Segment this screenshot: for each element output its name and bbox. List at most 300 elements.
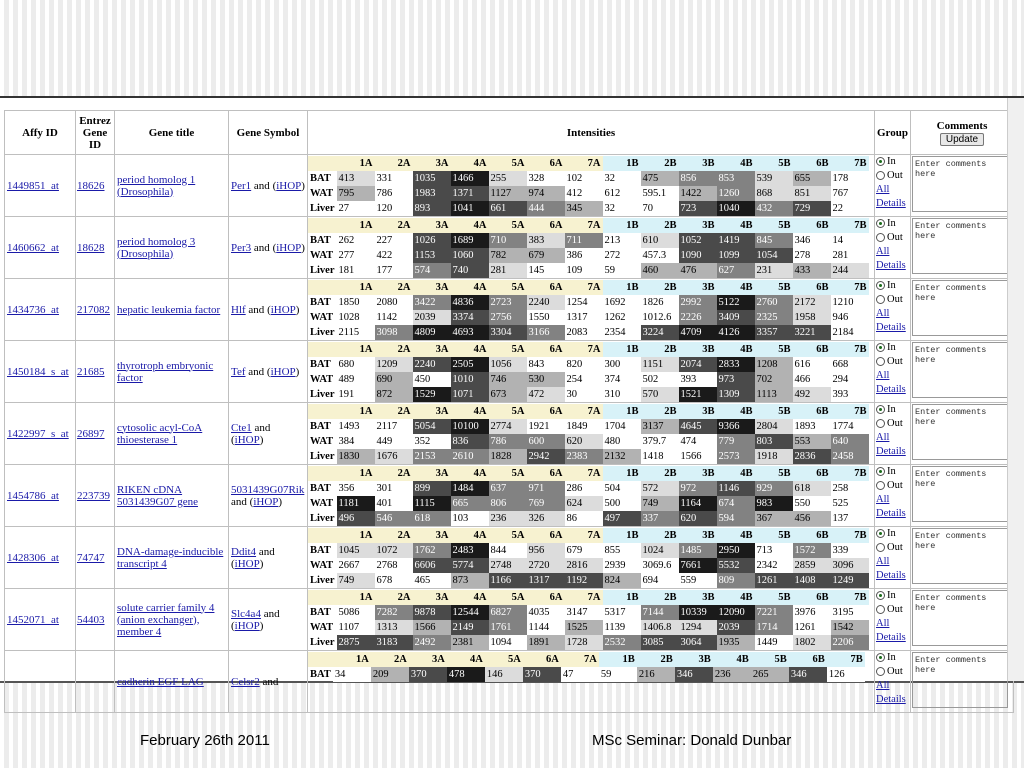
gene-symbol-link[interactable]: Per3 [231, 241, 252, 254]
intensity-value: 539 [755, 171, 793, 186]
radio-in-icon[interactable] [876, 467, 885, 476]
group-details-row [876, 383, 909, 397]
col-label-a: 5A [489, 156, 527, 171]
group-out-option[interactable] [876, 293, 909, 307]
gene-symbol-link[interactable]: Celsr2 [231, 675, 260, 688]
intensity-value: 665 [451, 496, 489, 511]
gene-symbol-cell: Per1 and (iHOP) [229, 155, 308, 217]
ihop-link[interactable]: iHOP [276, 179, 302, 192]
gene-title-link[interactable]: hepatic leukemia factor [117, 303, 221, 316]
intensity-value: 265 [751, 667, 789, 682]
col-label-a: 1A [337, 342, 375, 357]
intensity-value: 277 [337, 248, 375, 263]
entrez-id-link[interactable]: 26897 [77, 427, 105, 440]
entrez-id-link[interactable]: 21685 [77, 365, 105, 378]
gene-title-link[interactable]: period homolog 1 (Drosophila) [117, 173, 196, 198]
gene-title-link[interactable]: DNA-damage-inducible transcript 4 [117, 545, 224, 570]
ihop-link[interactable]: iHOP [270, 365, 296, 378]
col-label-a: 4A [451, 466, 489, 481]
header-intensities: Intensities [308, 111, 875, 155]
ihop-link[interactable]: iHOP [234, 619, 260, 632]
affy-id-cell [5, 589, 76, 651]
intensity-value: 331 [375, 171, 413, 186]
intensity-value: 610 [641, 233, 679, 248]
intensity-header-row [308, 156, 869, 171]
details-link[interactable]: Details [876, 632, 906, 643]
comment-textarea[interactable]: Enter comments here [912, 342, 1008, 398]
col-label-a: 4A [451, 342, 489, 357]
gene-symbol-and: and [263, 607, 280, 620]
intensity-value: 856 [679, 171, 717, 186]
group-out-option[interactable] [876, 417, 909, 431]
intensity-value: 1115 [413, 496, 451, 511]
tissue-label: WAT [310, 560, 334, 571]
col-label-a: 2A [375, 528, 413, 543]
intensity-value: 1774 [831, 419, 869, 434]
intensity-row [308, 605, 869, 620]
details-link[interactable]: Details [876, 260, 906, 271]
row-label-spacer [308, 590, 337, 605]
intensity-value: 1052 [679, 233, 717, 248]
group-out-label: Out [887, 294, 903, 305]
intensity-value: 231 [755, 263, 793, 278]
intensities-cell [308, 279, 875, 341]
intensity-value: 59 [599, 667, 637, 682]
entrez-id-link[interactable]: 74747 [77, 551, 105, 564]
intensity-value: 59 [603, 263, 641, 278]
col-label-b: 2B [641, 342, 679, 357]
gene-title-link[interactable]: solute carrier family 4 (anion exchanger), member 4 [117, 601, 215, 638]
details-link[interactable]: Details [876, 446, 906, 457]
intensity-row [308, 635, 869, 650]
comment-textarea[interactable]: Enter comments here [912, 590, 1008, 646]
intensity-value: 449 [375, 434, 413, 449]
intensity-value: 1260 [717, 186, 755, 201]
comment-textarea[interactable]: Enter comments here [912, 156, 1008, 212]
comment-textarea[interactable]: Enter comments here [912, 280, 1008, 336]
group-in-option[interactable] [876, 217, 909, 231]
intensity-value: 1164 [679, 496, 717, 511]
col-label-a: 4A [451, 404, 489, 419]
col-label-b: 5B [751, 652, 789, 667]
tissue-label: BAT [310, 297, 331, 308]
group-details-row [876, 259, 909, 273]
intensity-value: 851 [793, 186, 831, 201]
col-label-b: 3B [679, 528, 717, 543]
ihop-link[interactable]: iHOP [270, 303, 296, 316]
comments-cell [911, 155, 1014, 217]
intensities-cell [308, 341, 875, 403]
intensity-value: 946 [831, 310, 869, 325]
radio-out-icon[interactable] [876, 357, 885, 366]
intensity-value: 1142 [375, 310, 413, 325]
gene-title-link[interactable]: period homolog 3 (Drosophila) [117, 235, 196, 260]
col-label-a: 4A [447, 652, 485, 667]
group-in-option[interactable] [876, 527, 909, 541]
group-in-option[interactable] [876, 279, 909, 293]
affy-id-link[interactable]: 1452071_at [7, 613, 59, 626]
gene-symbol-link[interactable]: Hlf [231, 303, 246, 316]
radio-in-icon[interactable] [876, 405, 885, 414]
group-out-option[interactable] [876, 541, 909, 555]
radio-out-icon[interactable] [876, 419, 885, 428]
tissue-label: WAT [310, 188, 334, 199]
details-link[interactable]: Details [876, 198, 906, 209]
intensity-row [308, 201, 869, 216]
intensity-value: 244 [831, 263, 869, 278]
intensity-value: 2836 [793, 449, 831, 464]
intensity-value: 379.7 [641, 434, 679, 449]
intensity-value: 713 [755, 543, 793, 558]
intensity-row [308, 310, 869, 325]
col-label-a: 7A [565, 280, 603, 295]
intensity-value: 1418 [641, 449, 679, 464]
intensity-value: 2172 [793, 295, 831, 310]
entrez-id-cell [76, 589, 115, 651]
intensity-value: 1261 [755, 573, 793, 588]
intensity-value: 612 [603, 186, 641, 201]
intensity-value: 1830 [337, 449, 375, 464]
tissue-label: Liver [310, 389, 335, 400]
group-out-option[interactable] [876, 231, 909, 245]
col-label-a: 7A [565, 528, 603, 543]
comment-textarea[interactable]: Enter comments here [912, 652, 1008, 708]
all-link[interactable]: All [876, 618, 890, 629]
radio-out-icon[interactable] [876, 605, 885, 614]
col-label-b: 6B [793, 342, 831, 357]
radio-out-icon[interactable] [876, 233, 885, 242]
group-in-option[interactable] [876, 651, 909, 665]
intensities-cell [308, 155, 875, 217]
col-label-a: 7A [565, 466, 603, 481]
intensity-value: 678 [375, 573, 413, 588]
comment-textarea[interactable]: Enter comments here [912, 404, 1008, 460]
group-in-label: In [887, 466, 896, 477]
all-link[interactable]: All [876, 246, 890, 257]
intensity-value: 679 [527, 248, 565, 263]
details-link[interactable]: Details [876, 570, 906, 581]
col-label-a: 6A [527, 466, 565, 481]
intensity-value: 546 [375, 511, 413, 526]
intensity-value: 843 [527, 357, 565, 372]
intensity-value: 4035 [527, 605, 565, 620]
gene-symbol-link[interactable]: Slc4a4 [231, 607, 261, 620]
comment-textarea[interactable]: Enter comments here [912, 218, 1008, 274]
col-label-a: 3A [413, 156, 451, 171]
gene-symbol-and: and [254, 421, 271, 434]
comment-textarea[interactable]: Enter comments here [912, 466, 1008, 522]
group-out-label: Out [887, 232, 903, 243]
comments-cell [911, 279, 1014, 341]
intensity-value: 262 [337, 233, 375, 248]
intensity-row [308, 449, 869, 464]
intensity-value: 559 [679, 573, 717, 588]
group-all-row [876, 555, 909, 569]
intensity-value: 803 [755, 434, 793, 449]
intensity-value: 10339 [679, 605, 717, 620]
intensity-value: 786 [489, 434, 527, 449]
row-label-spacer [308, 342, 337, 357]
entrez-id-link[interactable]: 18626 [77, 179, 105, 192]
intensity-value: 873 [451, 573, 489, 588]
col-label-b: 7B [831, 466, 869, 481]
row-label-spacer [308, 404, 337, 419]
intensity-value: 432 [755, 201, 793, 216]
intensity-value: 1689 [451, 233, 489, 248]
intensity-value: 374 [603, 372, 641, 387]
entrez-id-link[interactable]: 54403 [77, 613, 105, 626]
col-label-a: 5A [489, 528, 527, 543]
col-label-b: 5B [755, 218, 793, 233]
group-out-option[interactable] [876, 169, 909, 183]
gene-symbol-link[interactable]: Per1 [231, 179, 252, 192]
ihop-link[interactable]: iHOP [234, 557, 260, 570]
ihop-link[interactable]: iHOP [253, 495, 279, 508]
radio-in-icon[interactable] [876, 281, 885, 290]
intensity-value: 702 [755, 372, 793, 387]
gene-symbol-cell: Ddit4 and (iHOP) [229, 527, 308, 589]
col-label-b: 3B [675, 652, 713, 667]
intensity-header-row [308, 466, 869, 481]
intensity-value: 1692 [603, 295, 641, 310]
col-label-b: 2B [641, 218, 679, 233]
col-label-a: 1A [333, 652, 371, 667]
affy-id-link[interactable]: 1428306_at [7, 551, 59, 564]
intensity-value: 1566 [413, 620, 451, 635]
details-link[interactable]: Details [876, 384, 906, 395]
intensity-value: 352 [413, 434, 451, 449]
intensity-value: 500 [603, 496, 641, 511]
group-details-row [876, 321, 909, 335]
intensity-value: 9366 [717, 419, 755, 434]
col-label-a: 5A [485, 652, 523, 667]
intensity-value: 126 [827, 667, 865, 682]
intensity-value: 673 [489, 387, 527, 402]
vertical-scrollbar[interactable] [1007, 98, 1024, 681]
header-gene-symbol: Gene Symbol [229, 111, 308, 155]
col-label-b: 3B [679, 156, 717, 171]
intensity-value: 1035 [413, 171, 451, 186]
gene-title-link[interactable]: cytosolic acyl-CoA thioesterase 1 [117, 421, 203, 446]
group-out-option[interactable] [876, 479, 909, 493]
intensity-value: 2833 [717, 357, 755, 372]
radio-out-icon[interactable] [876, 667, 885, 676]
gene-title-link[interactable]: thyrotroph embryonic factor [117, 359, 214, 384]
radio-out-icon[interactable] [876, 295, 885, 304]
affy-id-link[interactable]: 1460662_at [7, 241, 59, 254]
radio-in-icon[interactable] [876, 157, 885, 166]
intensity-value: 5054 [413, 419, 451, 434]
intensity-value: 476 [679, 263, 717, 278]
intensity-value: 746 [489, 372, 527, 387]
col-label-a: 7A [565, 590, 603, 605]
intensity-value: 1024 [641, 543, 679, 558]
intensity-value: 2505 [451, 357, 489, 372]
affy-id-link[interactable]: 1422997_s_at [7, 427, 69, 440]
group-in-label: In [887, 528, 896, 539]
gene-title-link[interactable]: RIKEN cDNA 5031439G07 gene [117, 483, 198, 508]
tissue-label: Liver [310, 203, 335, 214]
ihop-link[interactable]: iHOP [234, 433, 260, 446]
intensity-value: 1958 [793, 310, 831, 325]
intensity-value: 4809 [413, 325, 451, 340]
col-label-b: 1B [603, 280, 641, 295]
intensity-value: 2992 [679, 295, 717, 310]
group-in-option[interactable] [876, 465, 909, 479]
intensity-value: 236 [489, 511, 527, 526]
intensity-value: 1542 [831, 620, 869, 635]
group-out-option[interactable] [876, 355, 909, 369]
intensity-value: 594 [717, 511, 755, 526]
intensity-value: 1010 [451, 372, 489, 387]
group-out-option[interactable] [876, 665, 909, 679]
intensity-value: 281 [489, 263, 527, 278]
intensity-value: 570 [641, 387, 679, 402]
intensity-value: 679 [565, 543, 603, 558]
details-link[interactable]: Details [876, 508, 906, 519]
affy-id-cell [5, 341, 76, 403]
comment-textarea[interactable]: Enter comments here [912, 528, 1008, 584]
affy-id-link[interactable]: 1434736_at [7, 303, 59, 316]
intensity-value: 345 [565, 201, 603, 216]
col-label-b: 1B [603, 156, 641, 171]
col-label-a: 4A [451, 590, 489, 605]
gene-symbol-link[interactable]: Tef [231, 365, 246, 378]
intensity-header-row [308, 218, 869, 233]
affy-id-link[interactable]: 1450184_s_at [7, 365, 69, 378]
intensity-value: 457.3 [641, 248, 679, 263]
group-cell [875, 279, 911, 341]
intensity-value: 1422 [679, 186, 717, 201]
table-row [5, 403, 1014, 465]
intensity-value: 496 [337, 511, 375, 526]
group-all-row [876, 431, 909, 445]
all-link[interactable]: All [876, 308, 890, 319]
intensity-value: 2720 [527, 558, 565, 573]
gene-symbol-link[interactable]: 5031439G07Rik [231, 483, 305, 496]
group-all-row [876, 307, 909, 321]
intensity-value: 1249 [831, 573, 869, 588]
gene-symbol-cell: Hlf and (iHOP) [229, 279, 308, 341]
radio-in-icon[interactable] [876, 591, 885, 600]
intensity-value: 2325 [755, 310, 793, 325]
col-label-b: 1B [599, 652, 637, 667]
group-in-option[interactable] [876, 403, 909, 417]
radio-in-icon[interactable] [876, 653, 885, 662]
intensity-value: 2756 [489, 310, 527, 325]
all-link[interactable]: All [876, 432, 890, 443]
radio-in-icon[interactable] [876, 219, 885, 228]
radio-in-icon[interactable] [876, 529, 885, 538]
tissue-label: Liver [310, 327, 335, 338]
header-affy-id: Affy ID [5, 111, 76, 155]
intensity-value: 2074 [679, 357, 717, 372]
intensity-value: 466 [793, 372, 831, 387]
all-link[interactable]: All [876, 556, 890, 567]
gene-symbol-link[interactable]: Ddit4 [231, 545, 257, 558]
intensity-value: 492 [793, 387, 831, 402]
affy-id-link[interactable]: 1454786_at [7, 489, 59, 502]
intensity-value: 12544 [451, 605, 489, 620]
intensity-value: 27 [337, 201, 375, 216]
ihop-link[interactable]: iHOP [276, 241, 302, 254]
intensity-value: 213 [603, 233, 641, 248]
header-entrez-id: Entrez Gene ID [76, 111, 115, 155]
group-in-option[interactable] [876, 341, 909, 355]
intensity-value: 1935 [717, 635, 755, 650]
radio-out-icon[interactable] [876, 543, 885, 552]
col-label-a: 4A [451, 218, 489, 233]
col-label-a: 6A [527, 218, 565, 233]
gene-symbol-link[interactable]: Cte1 [231, 421, 252, 434]
intensity-row [308, 263, 869, 278]
entrez-id-link[interactable]: 18628 [77, 241, 105, 254]
intensity-value: 1572 [793, 543, 831, 558]
all-link[interactable]: All [876, 494, 890, 505]
intensity-value: 972 [679, 481, 717, 496]
gene-title-cell [115, 527, 229, 589]
col-label-b: 6B [789, 652, 827, 667]
intensity-value: 236 [713, 667, 751, 682]
intensity-value: 4709 [679, 325, 717, 340]
gene-symbol-and: and [258, 545, 275, 558]
group-out-option[interactable] [876, 603, 909, 617]
update-button[interactable]: Update [940, 133, 984, 146]
all-link[interactable]: All [876, 680, 890, 691]
intensity-value: 480 [603, 434, 641, 449]
affy-id-link[interactable]: 1449851_at [7, 179, 59, 192]
all-link[interactable]: All [876, 370, 890, 381]
col-label-b: 6B [793, 404, 831, 419]
radio-out-icon[interactable] [876, 171, 885, 180]
col-label-b: 7B [831, 528, 869, 543]
intensity-value: 1802 [793, 635, 831, 650]
col-label-b: 3B [679, 342, 717, 357]
group-in-option[interactable] [876, 155, 909, 169]
group-details-row [876, 507, 909, 521]
col-label-b: 6B [793, 590, 831, 605]
col-label-b: 7B [831, 156, 869, 171]
intensity-value: 2080 [375, 295, 413, 310]
intensity-value: 2153 [413, 449, 451, 464]
intensity-value: 1209 [375, 357, 413, 372]
col-label-a: 3A [413, 528, 451, 543]
entrez-id-link[interactable]: 223739 [77, 489, 110, 502]
gene-title-link[interactable]: cadherin EGF LAG [117, 675, 204, 688]
intensity-value: 1850 [337, 295, 375, 310]
intensity-value: 2115 [337, 325, 375, 340]
intensity-row [308, 325, 869, 340]
radio-in-icon[interactable] [876, 343, 885, 352]
intensity-value: 475 [641, 171, 679, 186]
intensity-value: 254 [565, 372, 603, 387]
radio-out-icon[interactable] [876, 481, 885, 490]
intensity-value: 346 [793, 233, 831, 248]
all-link[interactable]: All [876, 184, 890, 195]
intensity-value: 729 [793, 201, 831, 216]
intensity-value: 661 [489, 201, 527, 216]
entrez-id-cell [76, 465, 115, 527]
row-label-spacer [308, 528, 337, 543]
intensity-value: 1983 [413, 186, 451, 201]
header-gene-title: Gene title [115, 111, 229, 155]
group-in-option[interactable] [876, 589, 909, 603]
details-link[interactable]: Details [876, 322, 906, 333]
intensity-value: 1484 [451, 481, 489, 496]
entrez-id-link[interactable]: 217082 [77, 303, 110, 316]
intensity-value: 32 [603, 171, 641, 186]
details-link[interactable]: Details [876, 694, 906, 705]
